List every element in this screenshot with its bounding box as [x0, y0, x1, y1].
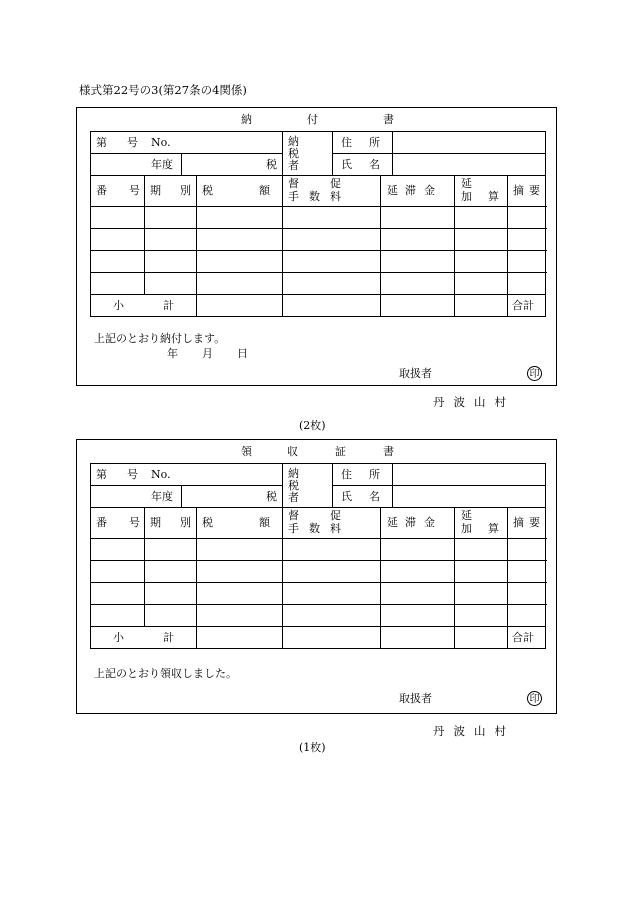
subtotal-surcharge-field[interactable]: [455, 627, 508, 649]
address-field[interactable]: [393, 132, 546, 154]
payment-table: [90, 131, 546, 317]
form-heading-char: 書: [383, 113, 394, 126]
total-label: [508, 627, 545, 648]
subtotal-char: 小: [113, 631, 124, 644]
seal-icon: 印: [527, 691, 542, 706]
col-header-reminder-fee: [283, 176, 380, 206]
col-header-number: [91, 176, 144, 206]
col-header-late-fee: [381, 176, 454, 206]
payment-slip-form: [76, 107, 557, 386]
taxpayer-char: 者: [288, 159, 299, 172]
form-heading-char: 納: [241, 113, 252, 126]
taxpayer-char: 税: [288, 479, 299, 492]
name-label: [333, 486, 392, 507]
header-char: 期: [150, 516, 161, 529]
label-no: No.: [151, 468, 171, 481]
receipt-statement: 上記のとおり領収しました。: [94, 667, 237, 680]
form-heading-char: 収: [287, 445, 298, 458]
header-char: 番: [96, 516, 107, 529]
header-char: 延: [461, 177, 472, 190]
header-char: 促: [330, 509, 341, 522]
village-char: 山: [474, 395, 486, 409]
total-text: 合計: [512, 631, 534, 644]
col-header-tax-amount: [197, 176, 282, 206]
header-char: 金: [424, 184, 435, 197]
label-zei: 税: [266, 158, 277, 171]
header-char: 数: [309, 190, 320, 203]
name-char: 名: [369, 158, 380, 171]
col-header-late-surcharge: [455, 176, 507, 206]
fiscal-year-field[interactable]: [91, 486, 282, 507]
village-char: 山: [474, 724, 486, 738]
col-header-period: [145, 176, 196, 206]
table-row[interactable]: [91, 273, 546, 295]
header-char: 加: [461, 190, 472, 203]
payment-statement: 上記のとおり納付します。: [94, 332, 226, 345]
village-name: [433, 726, 506, 738]
col-header-number: [91, 508, 144, 538]
address-char: 住: [341, 136, 352, 149]
subtotal-late-fee-field[interactable]: [381, 295, 455, 317]
header-char: 摘: [513, 516, 524, 529]
header-char: 促: [330, 177, 341, 190]
header-char: 滞: [405, 184, 416, 197]
subtotal-fee-field[interactable]: [283, 627, 381, 649]
subtotal-char: 小: [113, 299, 124, 312]
header-char: 別: [180, 516, 191, 529]
header-char: 督: [288, 177, 299, 190]
col-header-tax-amount: [197, 508, 282, 538]
header-char: 金: [424, 516, 435, 529]
total-label: [508, 295, 545, 316]
label-nendo: 年度: [151, 158, 173, 171]
col-header-late-surcharge: [455, 508, 507, 538]
name-label: [333, 154, 392, 175]
label-no: No.: [151, 136, 171, 149]
header-char: 税: [202, 516, 213, 529]
header-char: 号: [129, 184, 140, 197]
address-char: 住: [341, 468, 352, 481]
address-field[interactable]: [393, 464, 546, 486]
taxpayer-char: 税: [288, 147, 299, 160]
header-char: 延: [387, 516, 398, 529]
subtotal-label: [91, 627, 196, 648]
label-dai: 第: [96, 468, 107, 481]
date-day-label: 日: [237, 347, 248, 360]
address-label: [333, 132, 392, 153]
header-char: 滞: [405, 516, 416, 529]
col-header-late-fee: [381, 508, 454, 538]
subtotal-tax-field[interactable]: [197, 295, 283, 317]
taxpayer-char: 納: [288, 467, 299, 480]
header-char: 番: [96, 184, 107, 197]
form-heading-char: 付: [307, 113, 318, 126]
village-char: 波: [453, 724, 465, 738]
header-char: 延: [461, 509, 472, 522]
form-heading-char: 領: [241, 445, 252, 458]
header-char: 手: [288, 522, 299, 535]
label-zei: 税: [266, 490, 277, 503]
col-header-remarks: [508, 176, 545, 206]
number-field[interactable]: [91, 132, 282, 153]
header-char: 額: [259, 184, 270, 197]
header-char: 号: [129, 516, 140, 529]
form-title: 様式第22号の3(第27条の4関係): [79, 83, 247, 97]
subtotal-late-fee-field[interactable]: [381, 627, 455, 649]
subtotal-char: 計: [163, 631, 174, 644]
address-label: [333, 464, 392, 485]
header-char: 算: [488, 190, 499, 203]
header-char: 料: [330, 190, 341, 203]
receipt-table: [90, 463, 546, 649]
header-char: 算: [488, 522, 499, 535]
header-char: 額: [259, 516, 270, 529]
copy-count: (2枚): [299, 419, 326, 432]
taxpayer-char: 者: [288, 491, 299, 504]
divider: [181, 486, 182, 507]
form-heading-char: 書: [383, 445, 394, 458]
table-row[interactable]: [91, 207, 546, 229]
taxpayer-label: [283, 132, 332, 175]
header-char: 加: [461, 522, 472, 535]
fiscal-year-field[interactable]: [91, 154, 282, 175]
header-char: 税: [202, 184, 213, 197]
header-char: 期: [150, 184, 161, 197]
table-row[interactable]: [91, 229, 546, 251]
table-row[interactable]: [91, 539, 546, 561]
header-char: 料: [330, 522, 341, 535]
receipt-form: [76, 439, 557, 714]
label-nendo: 年度: [151, 490, 173, 503]
table-row[interactable]: [91, 583, 546, 605]
label-dai: 第: [96, 136, 107, 149]
handler-label: 取扱者: [399, 692, 432, 705]
date-month-label: 月: [202, 347, 213, 360]
subtotal-label: [91, 295, 196, 316]
date-year-label: 年: [167, 347, 178, 360]
header-char: 延: [387, 184, 398, 197]
taxpayer-label: [283, 464, 332, 507]
label-gou: 号: [127, 136, 138, 149]
label-gou: 号: [127, 468, 138, 481]
header-char: 摘: [513, 184, 524, 197]
seal-icon: 印: [527, 366, 542, 381]
subtotal-tax-field[interactable]: [197, 627, 283, 649]
header-char: 数: [309, 522, 320, 535]
header-char: 別: [180, 184, 191, 197]
table-row[interactable]: [91, 605, 546, 627]
col-header-reminder-fee: [283, 508, 380, 538]
header-char: 要: [529, 184, 540, 197]
subtotal-char: 計: [163, 299, 174, 312]
header-char: 手: [288, 190, 299, 203]
col-header-remarks: [508, 508, 545, 538]
number-field[interactable]: [91, 464, 282, 485]
name-char: 氏: [341, 490, 352, 503]
handler-label: 取扱者: [399, 367, 432, 380]
copy-count: (1枚): [299, 741, 326, 754]
name-char: 氏: [341, 158, 352, 171]
header-char: 督: [288, 509, 299, 522]
header-char: 要: [529, 516, 540, 529]
name-char: 名: [369, 490, 380, 503]
address-char: 所: [369, 468, 380, 481]
subtotal-fee-field[interactable]: [283, 295, 381, 317]
total-text: 合計: [512, 299, 534, 312]
village-char: 丹: [433, 724, 445, 738]
village-char: 村: [494, 724, 506, 738]
taxpayer-char: 納: [288, 135, 299, 148]
village-char: 波: [453, 395, 465, 409]
village-char: 村: [494, 395, 506, 409]
col-header-period: [145, 508, 196, 538]
form-heading-char: 証: [335, 445, 346, 458]
subtotal-surcharge-field[interactable]: [455, 295, 508, 317]
name-field[interactable]: [393, 486, 546, 508]
address-char: 所: [369, 136, 380, 149]
village-name: [433, 397, 506, 409]
name-field[interactable]: [393, 154, 546, 176]
village-char: 丹: [433, 395, 445, 409]
table-row[interactable]: [91, 561, 546, 583]
table-row[interactable]: [91, 251, 546, 273]
divider: [181, 154, 182, 175]
